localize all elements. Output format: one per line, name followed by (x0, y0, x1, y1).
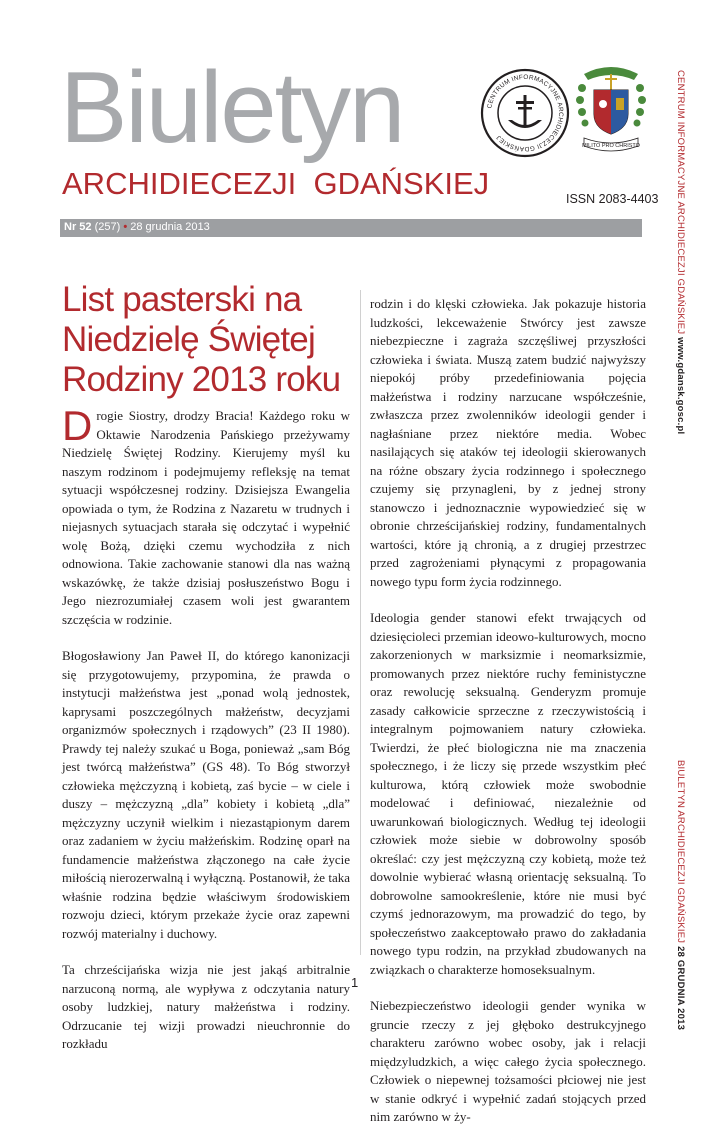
article-paragraph: Drogie Siostry, drodzy Bracia! Każdego roku w Oktawie Narodzenia Pańskiego przeżywamy Niedzielę Świętej Rodziny. Kierujemy myśl ku naszym rodzinom i podejmujemy refleksję na temat sytuacji współczesnej rodziny. Dzisiejsza Ewangelia opowiada o tym, że Rodzina z Nazaretu w trudnych i niejasnych sytuacjach starała się odczytać i wypełnić wolę Bożą, dzięki czemu wychodziła z nich odnowiona. Takie zachowanie stanowi dla nas ważną wskazówkę, że także dzisiaj posłuszeństwo Bogu i Jego niezrozumiałej czasem woli jest gwarantem szczęścia w rodzinie. (62, 402, 350, 627)
issue-separator: • (123, 221, 128, 233)
issue-number: Nr 52 (64, 221, 92, 233)
page-number: 1 (351, 975, 359, 990)
issue-date: 28 grudnia 2013 (130, 221, 210, 233)
side-bottom-date: 28 GRUDNIA 2013 (675, 946, 686, 1031)
article-column-right (370, 295, 646, 1145)
article-paragraph: rodzin i do klęski człowieka. Jak pokazuje historia ludzkości, lekceważenie Stwórcy jest zawsze niebezpieczne i zagraża szczęśliwej przyszłości człowieka i świata. Muszą zatem budzić najwyższy niepokój próby przedefiniowania pojęcia małżeństwa i rodziny narzucane współcześnie, zwłaszcza przez zwolenników ideologii gender i nagłaśniane przez niektóre media. Wobec nasilających się ataków tej ideologii skierowanych na różne obszary życia rodzinnego i społecznego czujemy się przynagleni, by z jednej strony stanowczo i jednoznacznie wypowiedzieć się w obronie chrześcijańskiej rodziny, fundamentalnych wartości, które ją chronią, a z drugiej przestrzec przed zagrożeniami płynącymi z propagowania nowego typu form życia rodzinnego. (370, 296, 646, 589)
side-top-url[interactable]: www.gdansk.gosc.pl (675, 337, 686, 435)
article-title: List pasterski na Niedzielę Świętej Rodziny 2013 roku (62, 280, 341, 399)
article-column-left (62, 402, 350, 1072)
drop-cap: D (62, 402, 93, 449)
masthead-title: Biuletyn (60, 52, 404, 164)
side-label-top (675, 70, 686, 434)
archbishop-coat-of-arms (576, 66, 646, 160)
article-paragraph: Ta chrześcijańska wizja nie jest jakąś arbitralnie narzuconą normą, ale wypływa z odczytania natury osoby ludzkiej, natury małżeństwa i rodziny. Odrzucanie tej wizji prowadzi nieuchronnie do rozkładu (62, 962, 350, 1051)
issn: ISSN 2083-4403 (566, 192, 659, 206)
issue-total: (257) (94, 221, 121, 233)
side-top-label: CENTRUM INFORMACYJNE ARCHIDIECEZJI GDAŃSKIEJ (675, 70, 686, 335)
article-paragraph: Niebezpieczeństwo ideologii gender wynika w gruncie rzeczy z jej głęboko destrukcyjnego charakteru zarówno wobec osoby, jak i relacji międzyludzkich, a więc całego życia społecznego. Człowiek o niepewnej tożsamości płciowej nie jest w stanie odkryć i wypełnić zadań stojących przed nim zarówno w ży- (370, 998, 646, 1124)
issue-info (64, 221, 210, 233)
article-paragraph: Ideologia gender stanowi efekt trwających od dziesięcioleci przemian ideowo-kulturowych, mocno zakorzenionych w marksizmie i neomarksizmie, promowanych przez niektóre ruchy feministyczne oraz rewolucję seksualną. Genderyzm promuje zasady całkowicie sprzeczne z rzeczywistością i integralnym pojmowaniem natury człowieka. Twierdzi, że płeć biologiczna nie ma znaczenia społecznego, i że liczy się przede wszystkim płeć kulturowa, którą człowiek może swobodnie modelować i definiować, niezależnie od uwarunkowań biologicznych. Według tej ideologii człowiek może siebie w dobrowolny sposób określać: czy jest mężczyzną czy kobietą, może też dowolnie wybierać własną orientację seksualną. To dobrowolne samookreślenie, które nie musi być czymś jednorazowym, ma prowadzić do tego, by społeczeństwo zaakceptowało prawo do zakładania nowego typu rodzin, na przykład zbudowanych na związkach o charakterze homoseksualnym. (370, 610, 646, 977)
information-center-seal (480, 68, 570, 158)
side-label-bottom (675, 760, 686, 1030)
column-divider (360, 290, 361, 955)
coat-motto: MILITO PRO CHRISTO (582, 143, 640, 149)
issue-bar (60, 219, 642, 237)
seal-text: CENTRUM INFORMACYJNE ARCHIDIECEZJI GDAŃSKIEJ (486, 73, 565, 153)
article-paragraph: Błogosławiony Jan Paweł II, do którego kanonizacji się przygotowujemy, przypomina, że prawda o instytucji małżeństwa jest „ponad wolą jednostek, kaprysami poszczególnych małżeństw, decyzjami organizmów społecznych i rządowych” (23 II 1980). Prawdy tej należy szukać u Boga, ponieważ „sam Bóg jest twórcą małżeństwa” (GS 48). To Bóg stworzył człowieka mężczyzną i kobietą, zaś bycie – w ciele i duszy – mężczyzną „dla” kobiety i kobietą „dla” mężczyzny uczynił wielkim i niezastąpionym darem oraz zadaniem w życiu małżeńskim. Rodzinę oparł na fundamencie małżeństwa złączonego na całe życie miłością nierozerwalną i wyłączną. Postanowił, że taka właśnie rodzina będzie właściwym środowiskiem rozwoju dzieci, którym przekaże życie oraz zapewni rozwój materialny i duchowy. (62, 648, 350, 941)
masthead-subtitle: ARCHIDIECEZJI GDAŃSKIEJ (62, 166, 490, 201)
side-bottom-label: BIULETYN ARCHIDIECEZJI GDAŃSKIEJ (675, 760, 686, 944)
anchor-cross-icon (508, 95, 542, 128)
